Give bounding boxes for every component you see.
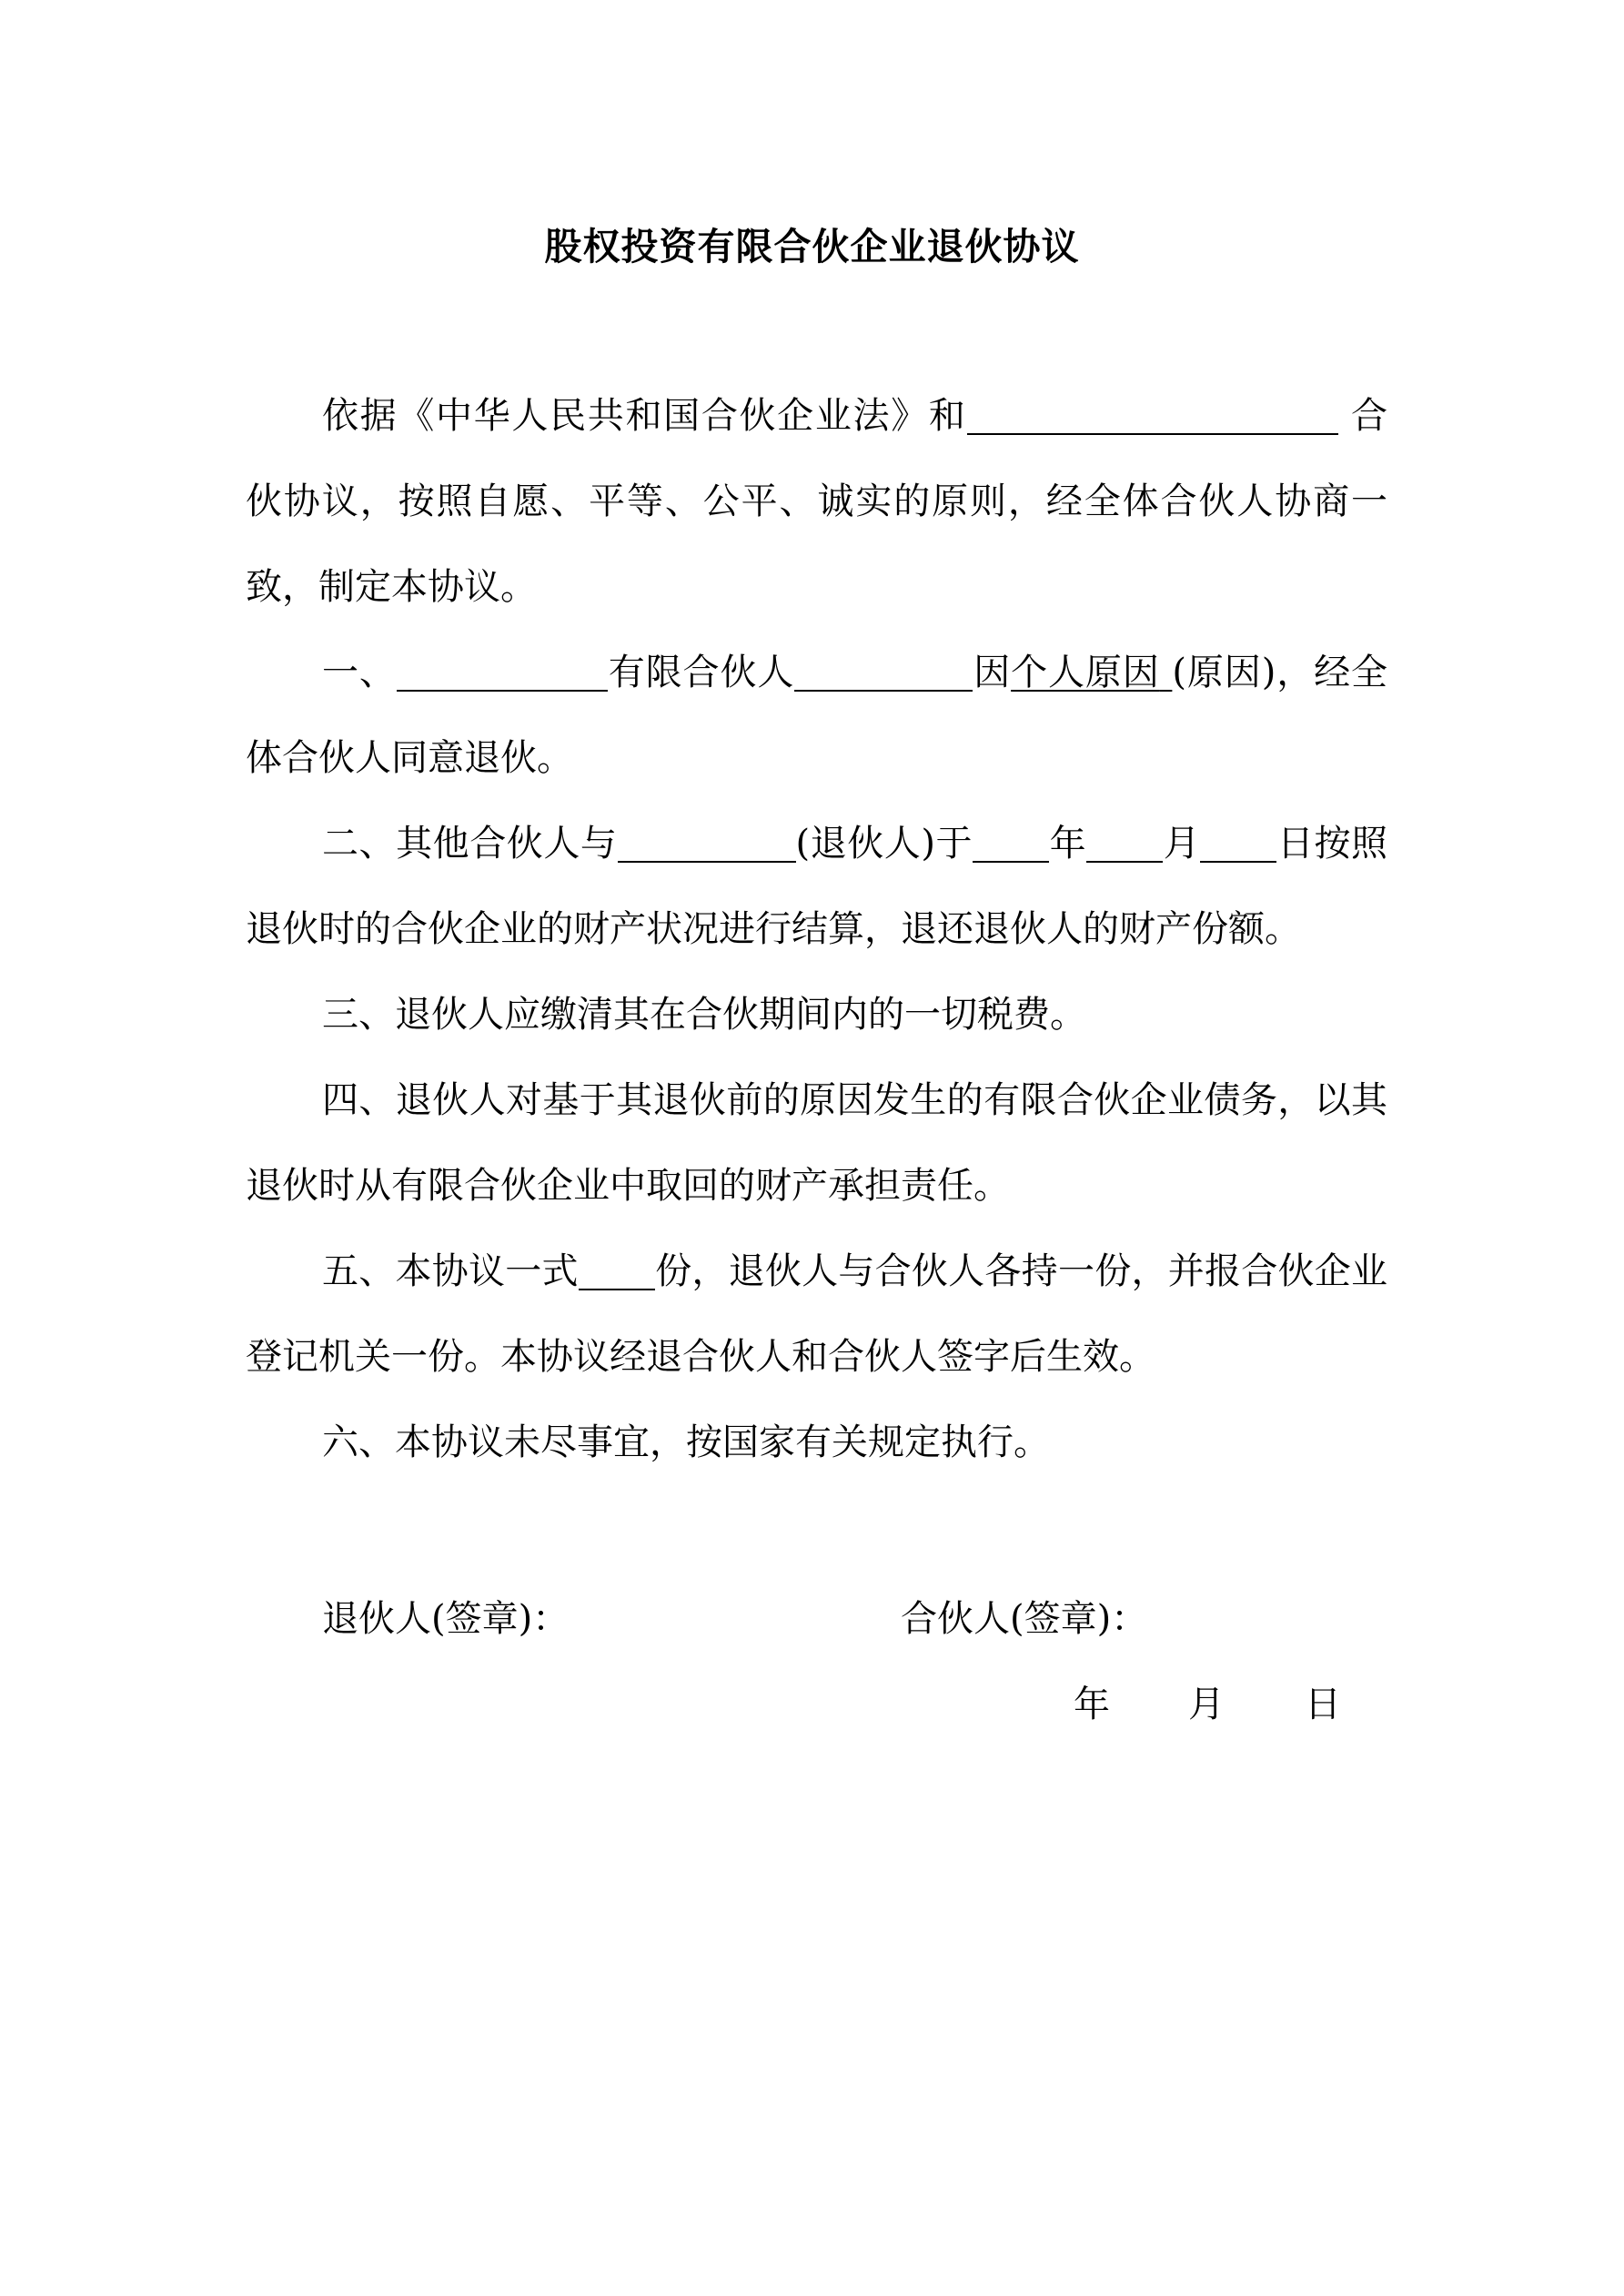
clause-4-paragraph: 四、退伙人对基于其退伙前的原因发生的有限合伙企业债务，以其退伙时从有限合伙企业中取回的财产承担责任。 (246, 1079, 1387, 1207)
limited-partner-name-blank[interactable] (794, 650, 973, 692)
clause-1-prefix: 一、 (322, 652, 397, 693)
clause-2-paragraph (246, 801, 1387, 972)
clause-2-middle1: (退伙人)于 (795, 823, 973, 865)
preamble-text-after: 合伙协议，按照自愿、平等、公平、诚实的原则，经全体合伙人协商一致，制定本协议。 (246, 395, 1388, 608)
agreement-name-blank[interactable] (967, 393, 1338, 435)
clause-2-suffix: 日按照退伙时的合伙企业的财产状况进行结算，退还退伙人的财产份额。 (246, 823, 1388, 950)
clause-1-suffix: (原因)，经全体合伙人同意退伙。 (246, 652, 1388, 779)
signing-month-label: 月 (1188, 1684, 1225, 1725)
preamble-paragraph (246, 373, 1387, 630)
clause-5-prefix: 五、本协议一式 (322, 1250, 579, 1292)
copies-count-blank[interactable] (579, 1249, 655, 1290)
clause-5-paragraph (246, 1229, 1387, 1400)
settlement-day-blank[interactable] (1200, 821, 1276, 863)
partner-signature-label[interactable]: 合伙人(签章)： (901, 1598, 1148, 1640)
clause-1-middle2: 因 (973, 652, 1012, 693)
clause-5-suffix: 份，退伙人与合伙人各持一份，并报合伙企业登记机关一份。本协议经退合伙人和合伙人签字后生效。 (246, 1250, 1388, 1378)
settlement-year-blank[interactable] (973, 821, 1049, 863)
signature-row (322, 1576, 1414, 1662)
clause-2-month-label: 月 (1163, 823, 1201, 865)
clause-6-paragraph: 六、本协议未尽事宜，按国家有关规定执行。 (322, 1421, 1050, 1463)
withdrawing-partner-name-blank[interactable] (618, 821, 796, 863)
enterprise-name-blank[interactable] (397, 650, 608, 692)
reason-blank-tail (1160, 652, 1173, 693)
clause-2-year-label: 年 (1049, 823, 1087, 865)
settlement-month-blank[interactable] (1086, 821, 1163, 863)
clause-1-middle1: 有限合伙人 (607, 652, 795, 693)
signing-date-row (1074, 1662, 1401, 1747)
clause-1-paragraph (246, 630, 1387, 801)
document-title: 股权投资有限合伙企业退伙协议 (544, 225, 1080, 268)
signing-year-label: 年 (1074, 1684, 1110, 1725)
signing-day-label: 日 (1305, 1684, 1341, 1725)
preamble-text-before: 依据《中华人民共和国合伙企业法》和 (322, 395, 967, 437)
clause-2-prefix: 二、其他合伙人与 (322, 823, 618, 865)
withdrawing-partner-signature-label[interactable]: 退伙人(签章)： (322, 1598, 570, 1640)
clause-3-paragraph: 三、退伙人应缴清其在合伙期间内的一切税费。 (322, 994, 1086, 1036)
withdrawal-reason-field[interactable]: 个人原因 (1011, 652, 1160, 693)
document-body (246, 373, 1387, 1485)
